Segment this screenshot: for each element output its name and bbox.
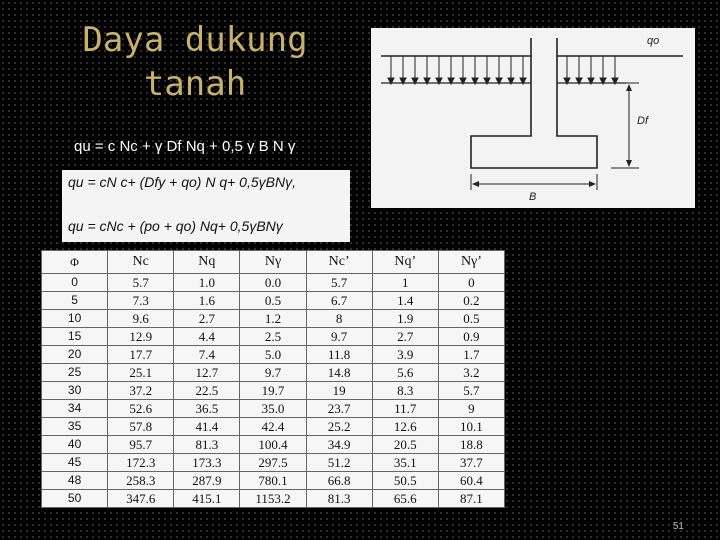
table-cell: 5.6 xyxy=(372,364,438,382)
table-cell: 12.7 xyxy=(174,364,240,382)
table-cell: 297.5 xyxy=(240,454,306,472)
surcharge-arrows xyxy=(388,56,618,84)
table-cell: 45 xyxy=(42,454,108,472)
table-cell: 0.9 xyxy=(438,328,504,346)
table-cell: 50.5 xyxy=(372,472,438,490)
table-cell: 9.7 xyxy=(306,328,372,346)
table-cell: 30 xyxy=(42,382,108,400)
formula-line-2: qu = cNc + (po + qo) Nq+ 0,5γBNγ xyxy=(68,218,283,234)
table-cell: 1 xyxy=(372,274,438,292)
table-cell: 347.6 xyxy=(108,490,174,508)
table-row xyxy=(42,310,505,328)
table-cell: 258.3 xyxy=(108,472,174,490)
table-row xyxy=(42,436,505,454)
table-cell: 40 xyxy=(42,436,108,454)
table-cell: 1.4 xyxy=(372,292,438,310)
table-row xyxy=(42,328,505,346)
table-cell: 12.9 xyxy=(108,328,174,346)
footing-outline xyxy=(471,38,597,168)
table-cell: 37.7 xyxy=(438,454,504,472)
table-cell: 81.3 xyxy=(174,436,240,454)
table-cell: 0.5 xyxy=(240,292,306,310)
table-row xyxy=(42,400,505,418)
table-row xyxy=(42,490,505,508)
table-cell: 10 xyxy=(42,310,108,328)
table-row xyxy=(42,418,505,436)
b-arrow-right xyxy=(589,181,596,187)
table-cell: 780.1 xyxy=(240,472,306,490)
b-arrow-left xyxy=(472,181,479,187)
table-row xyxy=(42,364,505,382)
table-cell: 7.3 xyxy=(108,292,174,310)
table-cell: 19.7 xyxy=(240,382,306,400)
label-q0: qo xyxy=(647,35,660,47)
table-cell: 1.6 xyxy=(174,292,240,310)
table-cell: 37.2 xyxy=(108,382,174,400)
slide-title-line-1: Daya dukung xyxy=(82,20,308,60)
table-cell: 11.7 xyxy=(372,400,438,418)
table-cell: 6.7 xyxy=(306,292,372,310)
table-cell: 25.2 xyxy=(306,418,372,436)
header-phi: Φ xyxy=(42,251,108,274)
table-cell: 5.0 xyxy=(240,346,306,364)
bearing-capacity-formula: qu = c Nc + γ Df Nq + 0,5 γ B N γ xyxy=(74,138,296,155)
table-cell: 3.9 xyxy=(372,346,438,364)
table-cell: 41.4 xyxy=(174,418,240,436)
table-cell: 8.3 xyxy=(372,382,438,400)
foundation-diagram-svg xyxy=(371,28,695,208)
table-cell: 11.8 xyxy=(306,346,372,364)
table-cell: 1.9 xyxy=(372,310,438,328)
table-cell: 2.5 xyxy=(240,328,306,346)
table-cell: 25.1 xyxy=(108,364,174,382)
header-nc-prime: Nc’ xyxy=(306,251,372,274)
table-cell: 1.0 xyxy=(174,274,240,292)
table-cell: 7.4 xyxy=(174,346,240,364)
table-cell: 9.7 xyxy=(240,364,306,382)
bearing-capacity-factors-table xyxy=(41,250,505,508)
foundation-diagram xyxy=(371,28,695,208)
table-cell: 0 xyxy=(42,274,108,292)
header-nc: Nc xyxy=(108,251,174,274)
formula-image-box xyxy=(62,170,350,242)
table-row xyxy=(42,346,505,364)
table-cell: 50 xyxy=(42,490,108,508)
table-cell: 42.4 xyxy=(240,418,306,436)
table-cell: 5 xyxy=(42,292,108,310)
table-header-row xyxy=(42,251,505,274)
table-cell: 0.2 xyxy=(438,292,504,310)
header-ngamma: Nγ xyxy=(240,251,306,274)
table-cell: 5.7 xyxy=(438,382,504,400)
table-cell: 9 xyxy=(438,400,504,418)
slide-title-line-2: tanah xyxy=(143,64,247,104)
header-nq: Nq xyxy=(174,251,240,274)
table-row xyxy=(42,454,505,472)
table-cell: 51.2 xyxy=(306,454,372,472)
table-cell: 1153.2 xyxy=(240,490,306,508)
table-cell: 95.7 xyxy=(108,436,174,454)
label-b: B xyxy=(529,191,537,203)
table-cell: 18.8 xyxy=(438,436,504,454)
table-cell: 2.7 xyxy=(372,328,438,346)
table-cell: 173.3 xyxy=(174,454,240,472)
table-cell: 35.0 xyxy=(240,400,306,418)
slide-title xyxy=(60,18,330,106)
table-cell: 87.1 xyxy=(438,490,504,508)
table-row xyxy=(42,274,505,292)
table-cell: 5.7 xyxy=(108,274,174,292)
table-body xyxy=(42,274,505,508)
label-df: Df xyxy=(637,115,648,127)
table-cell: 17.7 xyxy=(108,346,174,364)
table-cell: 415.1 xyxy=(174,490,240,508)
table-cell: 20 xyxy=(42,346,108,364)
table-row xyxy=(42,292,505,310)
table-cell: 81.3 xyxy=(306,490,372,508)
table-cell: 15 xyxy=(42,328,108,346)
table-cell: 4.4 xyxy=(174,328,240,346)
df-arrow-up xyxy=(626,84,632,91)
table-cell: 48 xyxy=(42,472,108,490)
table-cell: 3.2 xyxy=(438,364,504,382)
table-cell: 1.2 xyxy=(240,310,306,328)
table-cell: 5.7 xyxy=(306,274,372,292)
table-cell: 0.5 xyxy=(438,310,504,328)
table-cell: 100.4 xyxy=(240,436,306,454)
table-cell: 2.7 xyxy=(174,310,240,328)
table-cell: 172.3 xyxy=(108,454,174,472)
table-cell: 0 xyxy=(438,274,504,292)
header-nq-prime: Nq’ xyxy=(372,251,438,274)
table-cell: 287.9 xyxy=(174,472,240,490)
page-number: 51 xyxy=(672,521,684,532)
table-cell: 9.6 xyxy=(108,310,174,328)
table-cell: 23.7 xyxy=(306,400,372,418)
table-cell: 19 xyxy=(306,382,372,400)
table-cell: 60.4 xyxy=(438,472,504,490)
table-cell: 35 xyxy=(42,418,108,436)
table-cell: 1.7 xyxy=(438,346,504,364)
table-cell: 14.8 xyxy=(306,364,372,382)
table-cell: 12.6 xyxy=(372,418,438,436)
formula-line-1: qu = cN c+ (Dfy + qo) N q+ 0,5γBNγ, xyxy=(68,174,296,190)
table-row xyxy=(42,382,505,400)
table-row xyxy=(42,472,505,490)
table-cell: 8 xyxy=(306,310,372,328)
df-arrow-down xyxy=(626,160,632,167)
table-cell: 34.9 xyxy=(306,436,372,454)
header-ngamma-prime: Nγ’ xyxy=(438,251,504,274)
table-cell: 34 xyxy=(42,400,108,418)
table-cell: 52.6 xyxy=(108,400,174,418)
table-cell: 0.0 xyxy=(240,274,306,292)
table-cell: 35.1 xyxy=(372,454,438,472)
table-cell: 25 xyxy=(42,364,108,382)
table-cell: 20.5 xyxy=(372,436,438,454)
table-cell: 66.8 xyxy=(306,472,372,490)
table-cell: 36.5 xyxy=(174,400,240,418)
table-cell: 22.5 xyxy=(174,382,240,400)
table-cell: 65.6 xyxy=(372,490,438,508)
table-cell: 10.1 xyxy=(438,418,504,436)
table-cell: 57.8 xyxy=(108,418,174,436)
